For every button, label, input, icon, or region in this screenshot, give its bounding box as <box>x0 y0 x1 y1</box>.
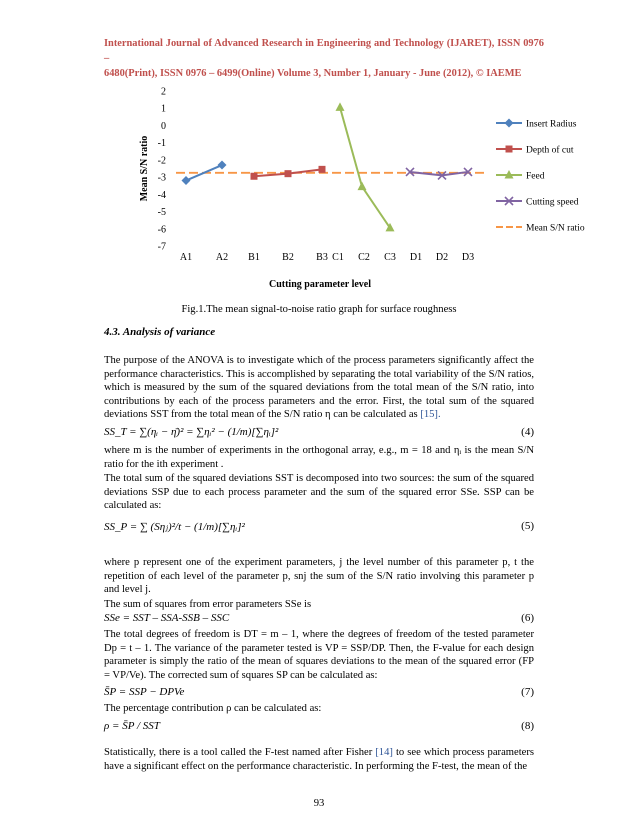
y-tick-label: -3 <box>157 172 166 184</box>
x-tick-label: D2 <box>435 252 449 263</box>
x-tick-label: B1 <box>248 252 260 263</box>
x-tick-label: D3 <box>461 252 475 263</box>
equation-5-number: (5) <box>521 520 534 532</box>
x-tick-label: A2 <box>215 252 229 263</box>
journal-header-line-1: International Journal of Advanced Research in Engineering and Technology (IJARET), ISSN 0976 – <box>104 38 544 64</box>
journal-header-line-2: 6480(Print), ISSN 0976 – 6499(Online) Volume 3, Number 1, January - June (2012), © IAEME <box>104 68 522 79</box>
reference-14[interactable]: [14] <box>375 747 393 758</box>
legend-depth-of-cut-label: Depth of cut <box>526 145 574 156</box>
equation-6-formula: SSe = SST – SSA-SSB – SSC <box>104 612 230 624</box>
equation-4 <box>104 426 534 438</box>
equation-7 <box>104 686 534 698</box>
x-axis-label: Cutting parameter level <box>268 279 372 290</box>
equation-4-formula: SS_T = ∑(ηᵢ − η̄)² = ∑ηᵢ² − (1/m)[∑ηᵢ]² <box>104 426 279 438</box>
legend-insert-radius-label: Insert Radius <box>526 119 577 130</box>
mean-sn-ratio-chart <box>0 0 638 300</box>
paragraph-parameter-definition: where p represent one of the experiment parameters, j the level number of this parameter p, t the repetition of each level of the parameter p, snj the sum of the S/N ratio involving this parameter p and level j. <box>104 557 534 596</box>
paragraph-f-test-text-b: to see which process parameters have a significant effect on the performance characteristic. In performing the F-test, the mean of the <box>104 747 535 772</box>
insert-radius-data-point <box>182 176 191 185</box>
legend-mean-s-n-ratio-label: Mean S/N ratio <box>526 223 585 234</box>
insert-radius-data-point <box>218 161 227 170</box>
equation-7-formula: S̄P = SSP − DPVe <box>104 686 185 698</box>
y-tick-label: -2 <box>157 155 166 167</box>
y-tick-label: 2 <box>161 86 166 98</box>
paragraph-error-sum: The sum of squares from error parameters SSe is <box>104 599 312 610</box>
y-tick-label: 1 <box>161 103 166 115</box>
equation-6 <box>104 612 534 624</box>
legend-insert-radius-marker <box>505 119 514 128</box>
section-title: 4.3. Analysis of variance <box>104 326 216 338</box>
legend-feed-label: Feed <box>526 171 545 182</box>
depth-of-cut-data-point <box>285 170 292 177</box>
y-tick-label: -6 <box>157 224 166 236</box>
feed-data-point <box>336 102 345 111</box>
reference-15[interactable]: [15]. <box>420 409 441 421</box>
paragraph-f-test-text-a: Statistically, there is a tool called the F-test named after Fisher <box>104 747 373 758</box>
y-tick-label: -7 <box>157 241 166 253</box>
feed-series-line <box>340 107 390 228</box>
x-tick-label: A1 <box>179 252 193 263</box>
paragraph-f-test <box>104 746 534 773</box>
paragraph-anova-purpose <box>104 354 534 422</box>
x-tick-label: D1 <box>409 252 423 263</box>
legend-cutting-speed-label: Cutting speed <box>526 197 579 208</box>
paragraph-anova-purpose-text: The purpose of the ANOVA is to investigate which of the process parameters significantly affect the performance characteristics. This is accomplished by separating the total variability of the S/N ratios, which is measured by the sum of the squared deviations from the total mean of the S/N ratio, into contributions by each of the process parameters and the error. First, the total sum of the squared deviations SST from the total mean of the S/N ratio η can be calculated as <box>104 355 534 421</box>
x-tick-label: B2 <box>282 252 294 263</box>
y-axis-label: Mean S/N ratio <box>139 135 150 202</box>
paragraph-percentage-contribution: The percentage contribution ρ can be calculated as: <box>104 703 322 714</box>
x-tick-label: C2 <box>358 252 370 263</box>
equation-5-formula: SS_P = ∑ (Sηⱼ)²/t − (1/m)[∑ηᵢ]² <box>104 521 245 533</box>
x-tick-label: C1 <box>332 252 344 263</box>
y-tick-label: -4 <box>157 189 166 201</box>
equation-7-number: (7) <box>521 686 534 698</box>
equation-6-number: (6) <box>521 612 534 624</box>
paragraph-degrees-of-freedom: The total degrees of freedom is DT = m – 1, where the degrees of freedom of the tested parameter Dp = t – 1. The variance of the parameter tested is VP = SSP/DP. Then, the F-value for each design parameter is simply the ratio of the mean of squares deviations to the mean of the squared error (FP = VP/Ve). The corrected sum of squares SP can be calculated as: <box>104 629 534 681</box>
y-tick-label: 0 <box>161 120 166 132</box>
paragraph-decomposition: The total sum of the squared deviations SST is decomposed into two sources: the sum of the squared deviations SSP due to each process parameter and the sum of the squared error SSe. SSP can be calculated as: <box>104 473 534 512</box>
feed-data-point <box>358 182 367 191</box>
equation-8-number: (8) <box>521 720 534 732</box>
depth-of-cut-data-point <box>319 166 326 173</box>
equation-8-formula: ρ = S̄P / SST <box>104 720 160 732</box>
y-tick-label: -5 <box>157 207 166 219</box>
equation-4-number: (4) <box>521 426 534 438</box>
x-tick-label: B3 <box>316 252 328 263</box>
page-number: 93 <box>313 798 325 809</box>
y-tick-label: -1 <box>157 138 166 150</box>
equation-5 <box>104 520 534 533</box>
equation-8 <box>104 720 534 732</box>
figure-caption: Fig.1.The mean signal-to-noise ratio graph for surface roughness <box>181 304 457 315</box>
depth-of-cut-data-point <box>251 173 258 180</box>
paragraph-m-definition: where m is the number of experiments in the orthogonal array, e.g., m = 18 and ηᵢ is the mean S/N ratio for the ith experiment . <box>104 445 534 470</box>
legend-depth-of-cut-marker <box>506 146 513 153</box>
x-tick-label: C3 <box>384 252 396 263</box>
